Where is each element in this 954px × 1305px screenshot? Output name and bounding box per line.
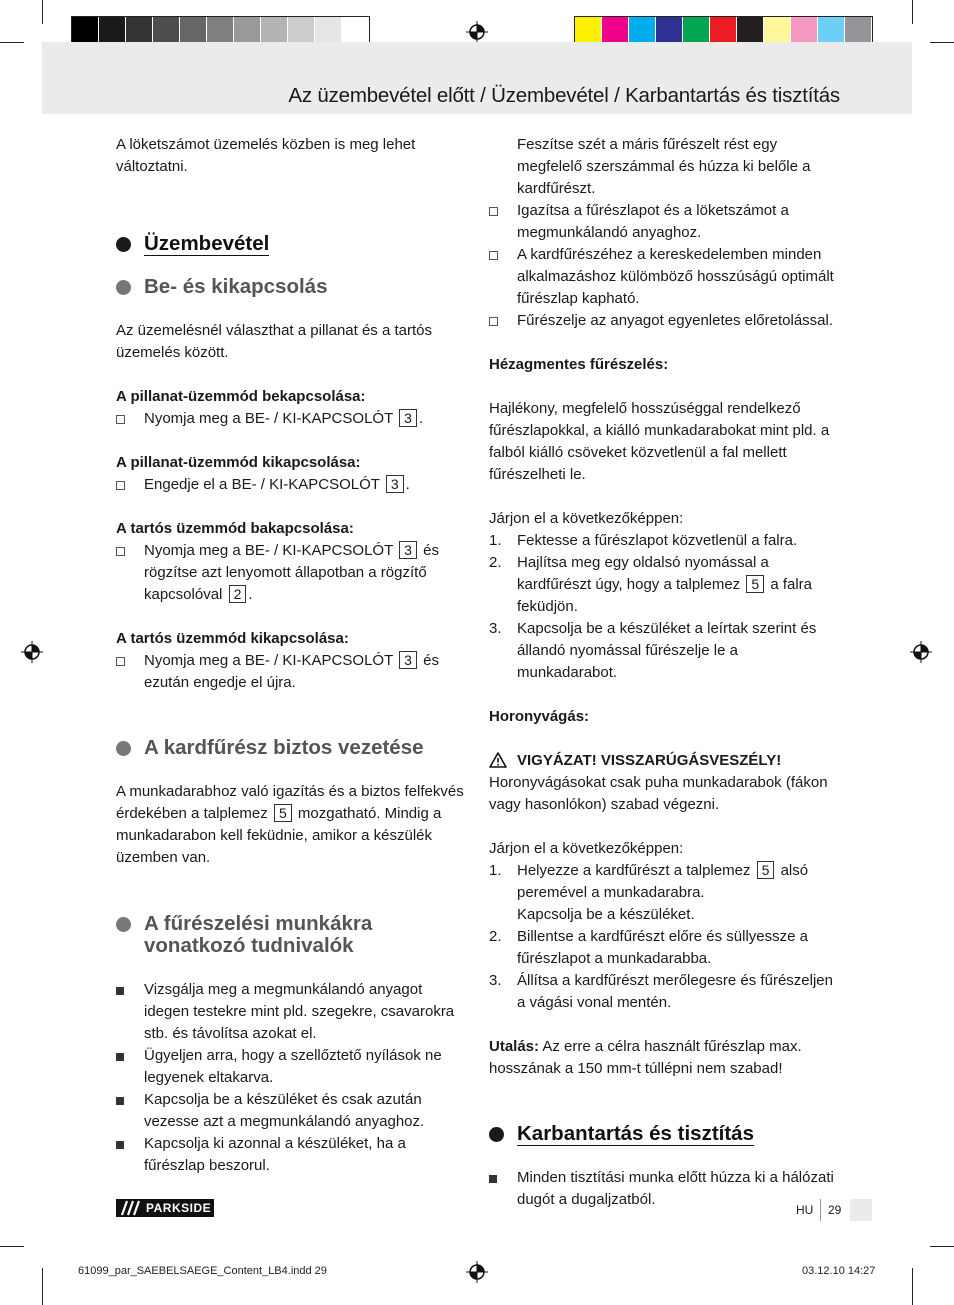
list-item: Igazítsa a fűrészlapot és a löketszámot a megmunkálandó anyaghoz. <box>489 200 841 244</box>
part-reference: 3 <box>399 541 417 559</box>
label-horonyvagas: Horonyvágás: <box>489 708 590 725</box>
checkbox-marker-icon <box>489 207 498 216</box>
list-item: Engedje el a BE- / KI-KAPCSOLÓT 3 . <box>116 474 466 496</box>
horony-paragraph: Horonyvágásokat csak puha munkadarabok (fákon vagy hasonlókon) szabad végezni. <box>489 774 828 813</box>
heading-be-kikapcsolas: Be- és kikapcsolás <box>116 276 466 298</box>
jarjon-el-2: Járjon el a következőképpen: <box>489 840 684 857</box>
numbered-item: 3. Állítsa a kardfűrészt merőlegesre és fűrészeljen a vágási vonal mentén. <box>489 972 833 1011</box>
crop-mark <box>42 1268 43 1305</box>
part-reference: 5 <box>757 861 775 879</box>
bullet-dot-icon <box>116 237 131 252</box>
checkbox-marker-icon <box>489 317 498 326</box>
heading-biztos-vezetes: A kardfűrész biztos vezetése <box>116 737 466 759</box>
part-reference: 3 <box>399 651 417 669</box>
numbered-item: 1. Fektesse a fűrészlapot közvetlenül a falra. <box>489 532 798 549</box>
bekikapcs-paragraph: Az üzemelésnél választhat a pillanat és a tartós üzemelés között. <box>116 322 433 361</box>
square-bullet-icon <box>116 1141 124 1149</box>
right-column <box>489 134 841 1211</box>
numbered-item: 2. Billentse a kardfűrészt előre és süllyessze a fűrészlapot a munkadarabba. <box>489 928 808 967</box>
page-number: 29 <box>828 1203 842 1217</box>
crop-mark <box>0 42 24 43</box>
bullet-dot-icon <box>116 280 131 295</box>
numbered-item: 1. Helyezze a kardfűrészt a talplemez 5 alsó peremével a munkadarabra. Kapcsolja be a készüléket. <box>489 862 809 923</box>
language-code: HU <box>796 1203 814 1217</box>
registration-mark-icon <box>910 641 932 663</box>
checkbox-marker-icon <box>116 415 125 424</box>
numbered-item: 2. Hajlítsa meg egy oldalsó nyomással a kardfűrészt úgy, hogy a talplemez 5 a falra feküdjön. <box>489 554 813 615</box>
list-item: Nyomja meg a BE- / KI-KAPCSOLÓT 3 és ezután engedje el újra. <box>116 650 466 694</box>
crop-mark <box>912 1268 913 1305</box>
heading-uzembevetel: Üzembevétel <box>116 233 466 255</box>
numbered-item: 3. Kapcsolja be a készüléket a leírtak szerint és állandó nyomással fűrészelje le a munkadarabot. <box>489 620 817 681</box>
crop-mark <box>0 1246 24 1247</box>
list-item: A kardfűrészéhez a kereskedelemben minden alkalmazáshoz külömböző hosszúságú optimált fűrészlap kapható. <box>489 244 841 310</box>
part-reference: 3 <box>386 475 404 493</box>
square-bullet-icon <box>116 1053 124 1061</box>
heading-karbantartas: Karbantartás és tisztítás <box>489 1123 841 1145</box>
crop-mark <box>930 1246 954 1247</box>
crop-mark <box>912 0 913 24</box>
slug-filename: 61099_par_SAEBELSAEGE_Content_LB4.indd 29 <box>78 1265 327 1277</box>
note-paragraph: Utalás: Az erre a célra használt fűrészlap max. hosszának a 150 mm-t túllépni nem szabad! <box>489 1038 802 1077</box>
registration-mark-icon <box>21 641 43 663</box>
label-hezagmentes: Hézagmentes fűrészelés: <box>489 356 669 373</box>
checkbox-marker-icon <box>116 657 125 666</box>
list-item: Minden tisztítási munka előtt húzza ki a hálózati dugót a dugaljzatból. <box>489 1167 841 1211</box>
checkbox-marker-icon <box>116 547 125 556</box>
jarjon-el-1: Járjon el a következőképpen: <box>489 510 684 527</box>
label-pillanat-ki: A pillanat-üzemmód kikapcsolása: <box>116 454 361 471</box>
hezag-paragraph: Hajlékony, megfelelő hosszúséggal rendelkező fűrészlapokkal, a kiálló munkadarabokat mint pld. a falból kiálló csöveket közvetlenül a fal mellett fűrészelheti le. <box>489 400 830 483</box>
crop-mark <box>930 42 954 43</box>
part-reference: 3 <box>399 409 417 427</box>
slug-date: 03.12.10 14:27 <box>802 1265 876 1277</box>
list-item: Kapcsolja be a készüléket és csak azután vezesse azt a megmunkálandó anyaghoz. <box>116 1089 466 1133</box>
label-tartos-be: A tartós üzemmód bakapcsolása: <box>116 520 354 537</box>
left-column <box>116 134 466 1177</box>
square-bullet-icon <box>116 1097 124 1105</box>
square-bullet-icon <box>116 987 124 995</box>
registration-mark-icon <box>466 21 488 43</box>
warning-triangle-icon <box>489 752 507 768</box>
list-item: Fűrészelje az anyagot egyenletes előretolással. <box>489 310 841 332</box>
checkbox-marker-icon <box>116 481 125 490</box>
bullet-dot-icon <box>116 917 131 932</box>
crop-mark <box>42 0 43 24</box>
part-reference: 2 <box>229 585 247 603</box>
parkside-logo: PARKSIDE <box>116 1199 214 1217</box>
checkbox-marker-icon <box>489 251 498 260</box>
warning-line: VIGYÁZAT! VISSZARÚGÁSVESZÉLY! <box>489 750 841 772</box>
label-pillanat-be: A pillanat-üzemmód bekapcsolása: <box>116 388 366 405</box>
square-bullet-icon <box>489 1175 497 1183</box>
intro-paragraph: A löketszámot üzemelés közben is meg lehet változtatni. <box>116 136 416 175</box>
list-item: Ügyeljen arra, hogy a szellőztető nyílások ne legyenek eltakarva. <box>116 1045 466 1089</box>
label-tartos-ki: A tartós üzemmód kikapcsolása: <box>116 630 349 647</box>
list-item: Nyomja meg a BE- / KI-KAPCSOLÓT 3 és rögzítse azt lenyomott állapotban a rögzítő kapcsolóval 2 . <box>116 540 466 606</box>
page-title: Az üzembevétel előtt / Üzembevétel / Karbantartás és tisztítás <box>288 84 840 107</box>
bullet-dot-icon <box>489 1127 504 1142</box>
logo-stripes-icon <box>118 1199 142 1217</box>
list-item: Vizsgálja meg a megmunkálandó anyagot idegen testekre mint pld. szegekre, csavarokra stb. és távolítsa azokat el. <box>116 979 466 1045</box>
list-item: Kapcsolja ki azonnal a készüléket, ha a fűrészlap beszorul. <box>116 1133 466 1177</box>
registration-mark-icon <box>466 1261 488 1283</box>
heading-tudnivalok: A fűrészelési munkákra vonatkozó tudnivalók <box>116 913 466 957</box>
bullet-dot-icon <box>116 741 131 756</box>
part-reference: 5 <box>274 804 292 822</box>
list-item: Nyomja meg a BE- / KI-KAPCSOLÓT 3 . <box>116 408 466 430</box>
part-reference: 5 <box>746 575 764 593</box>
footer-divider <box>820 1199 821 1221</box>
page-tab <box>850 1199 872 1221</box>
vezetes-paragraph: A munkadarabhoz való igazítás és a biztos felfekvés érdekében a talplemez 5 mozgatható. Mindig a munkadarabon kell feküdnie, amikor a készülék üzemben van. <box>116 783 464 866</box>
continued-paragraph: Feszítse szét a máris fűrészelt rést egy megfelelő szerszámmal és húzza ki belőle a kardfűrészt. <box>517 136 811 197</box>
